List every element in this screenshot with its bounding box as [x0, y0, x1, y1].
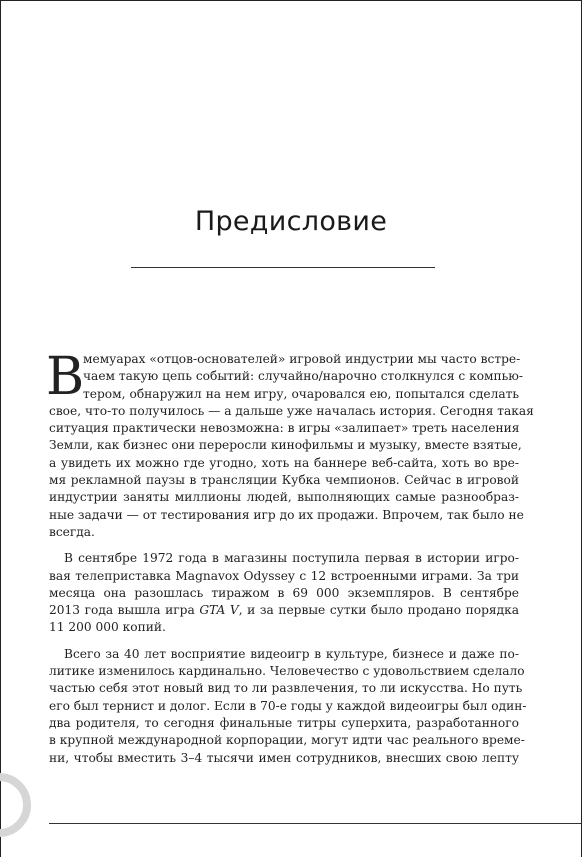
chapter-heading: Предисловие	[194, 206, 388, 237]
paragraph-3	[49, 646, 527, 767]
text-line: частью себя этот новый вид то ли развлечения, то ли искусства. Но путь	[49, 681, 523, 696]
text-line: всегда.	[49, 524, 95, 539]
text-line: чаем такую цепь событий: случайно/нарочно столкнулся с компью-	[83, 369, 524, 384]
decorative-ring	[0, 773, 31, 837]
text-line: его был тернист и долог. Если в 70-е годы у каждой видеоигры был один-	[49, 698, 527, 713]
text-line: мемуарах «отцов-основателей» игровой индустрии мы часто встре-	[83, 352, 521, 366]
text-line: тером, обнаружил на нем игру, очаровался ею, попытался сделать	[83, 386, 519, 401]
text-fragment: , и за первые сутки было продано порядка	[238, 603, 520, 618]
text-line: вая телеприставка Magnavox Odyssey с 12 встроенными играми. За три	[49, 568, 519, 583]
text-line: мя рекламной паузы в трансляции Кубка чемпионов. Сейчас в игровой	[49, 473, 519, 488]
text-line: а увидеть их можно где угодно, хоть на баннере веб-сайта, хоть во вре-	[49, 455, 519, 470]
text-line: свое, что-то получилось — а дальше уже началась история. Сегодня такая	[49, 403, 534, 418]
text-line: 11 200 000 копий.	[49, 620, 166, 635]
text-line: ситуация практически невозможна: в игры «залипает» треть населения	[49, 421, 520, 436]
text-fragment: 2013 года вышла игра	[49, 603, 200, 618]
text-line: ни, чтобы вместить 3–4 тысячи имен сотрудников, внесших свою лепту	[49, 750, 519, 765]
text-line: В сентябре 1972 года в магазины поступила первая в истории игро-	[64, 551, 519, 566]
text-line: в крупной международной корпорации, могут идти час реального време-	[49, 733, 525, 748]
text-line-with-title	[49, 602, 519, 619]
text-line: месяца она разошлась тиражом в 69 000 экземпляров. В сентябре	[49, 585, 519, 600]
text-line: Земли, как бизнес они переросли кинофильмы и музыку, вместе взятые,	[49, 438, 522, 453]
text-line: Всего за 40 лет восприятие видеоигр в культуре, бизнесе и даже по-	[64, 646, 519, 661]
text-line: индустрии заняты миллионы людей, выполняющих самые разнообраз-	[49, 490, 519, 505]
text-line: ные задачи — от тестирования игр до их продажи. Впрочем, так было не	[49, 507, 524, 522]
body-text	[46, 347, 534, 776]
footer-rule	[49, 823, 581, 824]
game-title: GTA V	[199, 603, 239, 618]
drop-cap: В	[46, 347, 85, 407]
heading-underline	[131, 267, 435, 268]
paragraph-1	[46, 347, 534, 541]
paragraph-2	[49, 550, 519, 636]
text-line: литике изменилось кардинально. Человечество с удовольствием сделало	[49, 664, 525, 679]
text-line: два родителя, то сегодня финальные титры суперхита, разработанного	[49, 715, 519, 730]
